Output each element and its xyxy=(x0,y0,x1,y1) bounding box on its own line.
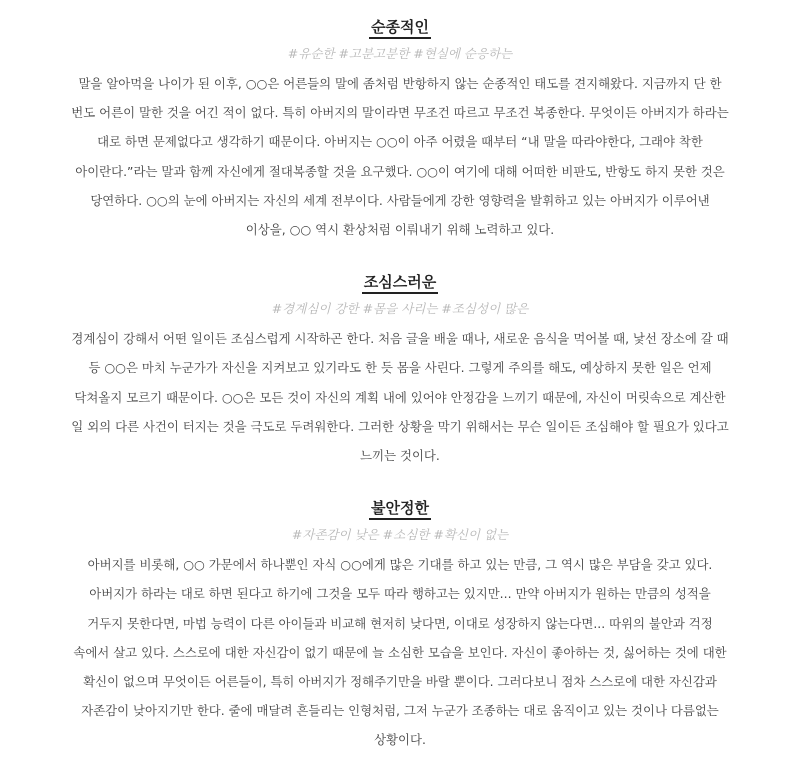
section-body: 아버지를 비롯해, ○○ 가문에서 하나뿐인 자식 ○○에게 많은 기대를 하고 있는 만큼, 그 역시 많은 부담을 갖고 있다. 아버지가 하라는 대로 하면 된다고 하기에 그것을 모두 따라 행하고는 있지만... 만약 아버지가 원하는 만큼의 성적을 거두지 못한다면, 마법 능력이 다른 아이들과 비교해 현저히 낮다면, 이대로 성장하지 않는다면... 따위의 불안과 걱정 속에서 살고 있다. 스스로에 대한 자신감이 없기 때문에 늘 소심한 모습을 보인다. 자신이 좋아하는 것, 싫어하는 것에 대한 확신이 없으며 무엇이든 어른들이, 특히 아버지가 정해주기만을 바랄 뿐이다. 그러다보니 점차 스스로에 대한 자신감과 자존감이 낮아지기만 한다. 줄에 매달려 흔들리는 인형처럼, 그저 누군가 조종하는 대로 움직이고 있는 것이나 다름없는 상황이다. xyxy=(73,557,727,748)
section-body: 말을 알아먹을 나이가 된 이후, ○○은 어른들의 말에 좀처럼 반항하지 않는 순종적인 태도를 견지해왔다. 지금까지 단 한 번도 어른이 말한 것을 어긴 적이 없다. 특히 아버지의 말이라면 무조건 따르고 무조건 복종한다. 무엇이든 아버지가 하라는 대로 하면 문제없다고 생각하기 때문이다. 아버지는 ○○이 아주 어렸을 때부터 “내 말을 따라야한다, 그래야 착한 아이란다.”라는 말과 함께 자신에게 절대복종할 것을 요구했다. ○○이 여기에 대해 어떠한 비판도, 반항도 하지 못한 것은 당연하다. ○○의 눈에 아버지는 자신의 세계 전부이다. 사람들에게 강한 영향력을 발휘하고 있는 아버지가 이루어낸 이상을, ○○ 역시 환상처럼 이뤄내기 위해 노력하고 있다. xyxy=(71,76,729,238)
trait-section-cautious xyxy=(0,272,800,470)
section-tags: #유순한 #고분고분한 #현실에 순응하는 xyxy=(287,46,513,61)
trait-section-unstable xyxy=(0,498,800,754)
section-title: 불안정한 xyxy=(369,498,431,520)
section-title: 조심스러운 xyxy=(362,272,438,294)
trait-section-obedient xyxy=(0,17,800,244)
section-body: 경계심이 강해서 어떤 일이든 조심스럽게 시작하곤 한다. 처음 글을 배울 때나, 새로운 음식을 먹어볼 때, 낯선 장소에 갈 때 등 ○○은 마치 누군가가 자신을 지켜보고 있기라도 한 듯 몸을 사린다. 그렇게 주의를 해도, 예상하지 못한 일은 언제 닥쳐올지 모르기 때문이다. ○○은 모든 것이 자신의 계획 내에 있어야 안정감을 느끼기 때문에, 자신이 머릿속으로 계산한 일 외의 다른 사건이 터지는 것을 극도로 두려워한다. 그러한 상황을 막기 위해서는 무슨 일이든 조심해야 할 필요가 있다고 느끼는 것이다. xyxy=(71,331,729,464)
section-tags: #경계심이 강한 #몸을 사리는 #조심성이 많은 xyxy=(271,301,529,317)
section-title: 순종적인 xyxy=(369,17,431,39)
section-tags: #자존감이 낮은 #소심한 #확신이 없는 xyxy=(291,527,509,543)
